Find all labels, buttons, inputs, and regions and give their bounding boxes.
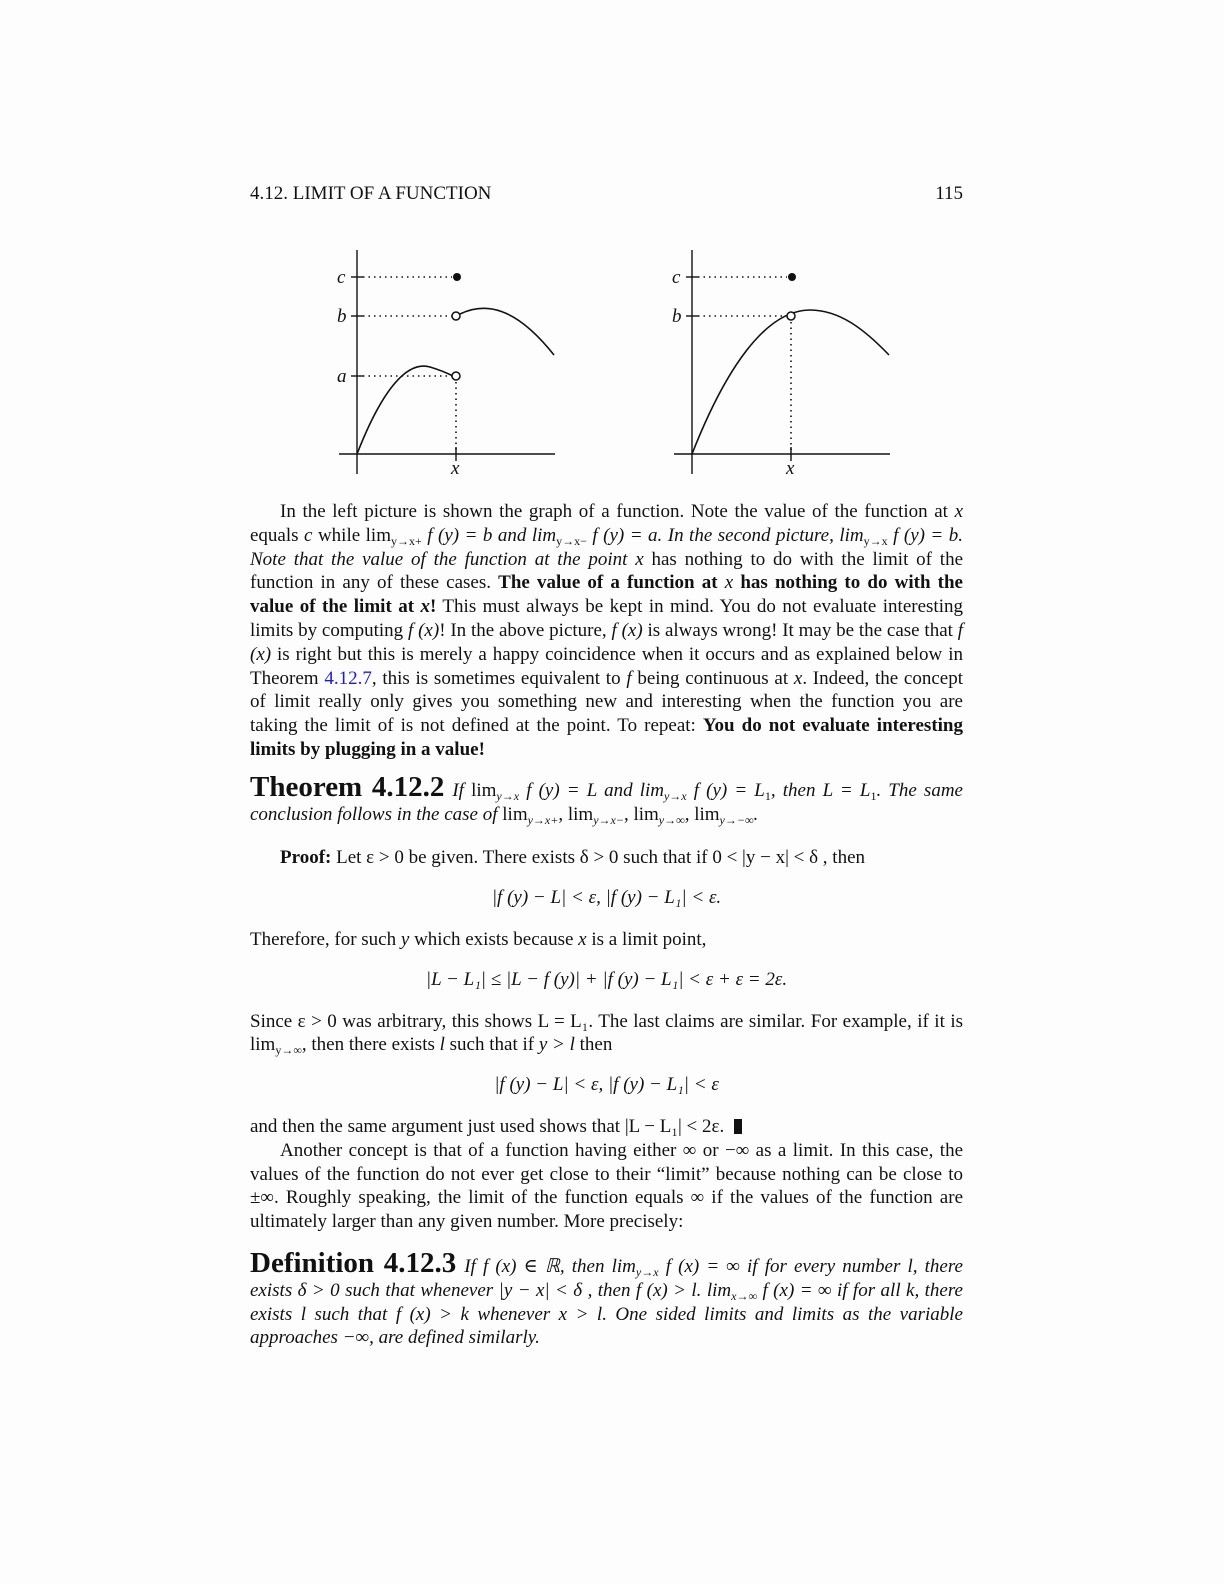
left-label-x: x — [451, 458, 460, 479]
proof-para-3: Since ε > 0 was arbitrary, this shows L = L₁. The last claims are similar. For example, if it is $\lim_{y\to\infty}$, then there exists l such that if y > l then — [250, 1010, 963, 1058]
left-open-point-b — [452, 312, 460, 320]
left-open-point-a — [452, 372, 460, 380]
definition-4-12-3: Definition 4.12.3 If f (x) ∈ ℝ, then $\lim_{y\to x} f$ (x) = ∞ if for every number l, there exists δ > 0 such that whenever |y − x| < δ , then f (x) > l. $\lim_{x\to\infty} f$ (x) = ∞ if for all k, there exists l such that f (x) > k whenever x > l. One sided limits and limits as the variable approaches −∞, are defined similarly. — [250, 1246, 963, 1349]
left-dotted-guides — [363, 277, 456, 454]
right-filled-point — [788, 273, 796, 281]
page-number: 115 — [935, 183, 963, 204]
body-text — [250, 500, 963, 1350]
proof-conclusion: and then the same argument just used shows that |L − L₁| < 2ε. — [250, 1115, 963, 1139]
right-figure — [670, 250, 900, 480]
right-label-b: b — [672, 306, 682, 327]
paragraph-2: Another concept is that of a function having either ∞ or −∞ as a limit. In this case, the values of the function do not ever get close to their “limit” because nothing can be close to ±∞. Roughly speaking, the limit of the function equals ∞ if the values of the function are ultimately larger than any given number. More precisely: — [250, 1139, 963, 1233]
theorem-4-12-2: Theorem 4.12.2 If $\lim_{y\to x} f$ (y) = L and $\lim_{y\to x} f$ $(y) = L_1$, then $L = L_1$. The same conclusion follows in the case of $\lim_{y\to x+}$, $\lim_{y\to x-}$, $\lim_{y\to\infty}$, $\lim_{y\to-\infty}$. — [250, 770, 963, 827]
theorem-heading: Theorem 4.12.2 — [250, 770, 445, 803]
proof-intro: Proof: Let ε > 0 be given. There exists δ > 0 such that if 0 < |y − x| < δ , then — [280, 847, 866, 869]
equation-2: |L − L₁| ≤ |L − f (y)| + |f (y) − L₁| < ε + ε = 2ε. — [425, 968, 788, 990]
equation-3: |f (y) − L| < ε, |f (y) − L₁| < ε — [494, 1074, 719, 1096]
right-label-x: x — [786, 458, 795, 479]
proof-para-2: Therefore, for such y which exists because x is a limit point, — [250, 928, 707, 950]
left-label-b: b — [337, 306, 347, 327]
left-filled-point — [453, 273, 461, 281]
definition-heading: Definition 4.12.3 — [250, 1246, 457, 1279]
left-axes — [339, 250, 555, 474]
proof-label: Proof: — [280, 847, 332, 869]
section-title: 4.12. LIMIT OF A FUNCTION — [250, 183, 492, 204]
equation-1: |f (y) − L| < ε, |f (y) − L₁| < ε. — [491, 887, 722, 909]
right-open-point-b — [787, 312, 795, 320]
figures — [250, 250, 963, 490]
qed-symbol — [734, 1119, 742, 1134]
paragraph-1: In the left picture is shown the graph of a function. Note the value of the function at x equals c while $\lim_{y\to x+} f$ (y) = b and $\lim_{y\to x-} f$ (y) = a. In the second picture, $\lim_{y\to x} f$ (y) = b. Note that the value of the function at the point x has nothing to do with the limit of the function in any of these cases. The value of a function at x has nothing to do with the value of the limit at x! This must always be kept in mind. You do not evaluate interesting limits by computing f (x)! In the above picture, f (x) is always wrong! It may be the case that f (x) is right but this is merely a happy coincidence when it occurs and as explained below in Theorem 4.12.7, this is sometimes equivalent to f being continuous at x. Indeed, the concept of limit really only gives you something new and interesting when the function you are taking the limit of is not defined at the point. To repeat: You do not evaluate interesting limits by plugging in a value! — [250, 501, 964, 760]
right-dotted-guides — [698, 277, 791, 454]
left-curve-lower — [357, 366, 453, 454]
left-label-a: a — [337, 366, 347, 387]
left-curve-upper — [460, 308, 554, 355]
right-label-c: c — [672, 267, 681, 288]
theorem-reference-link[interactable]: 4.12.7 — [324, 667, 372, 689]
right-axes — [674, 250, 890, 474]
left-figure — [335, 250, 565, 480]
left-label-c: c — [337, 267, 346, 288]
running-header — [250, 183, 963, 205]
